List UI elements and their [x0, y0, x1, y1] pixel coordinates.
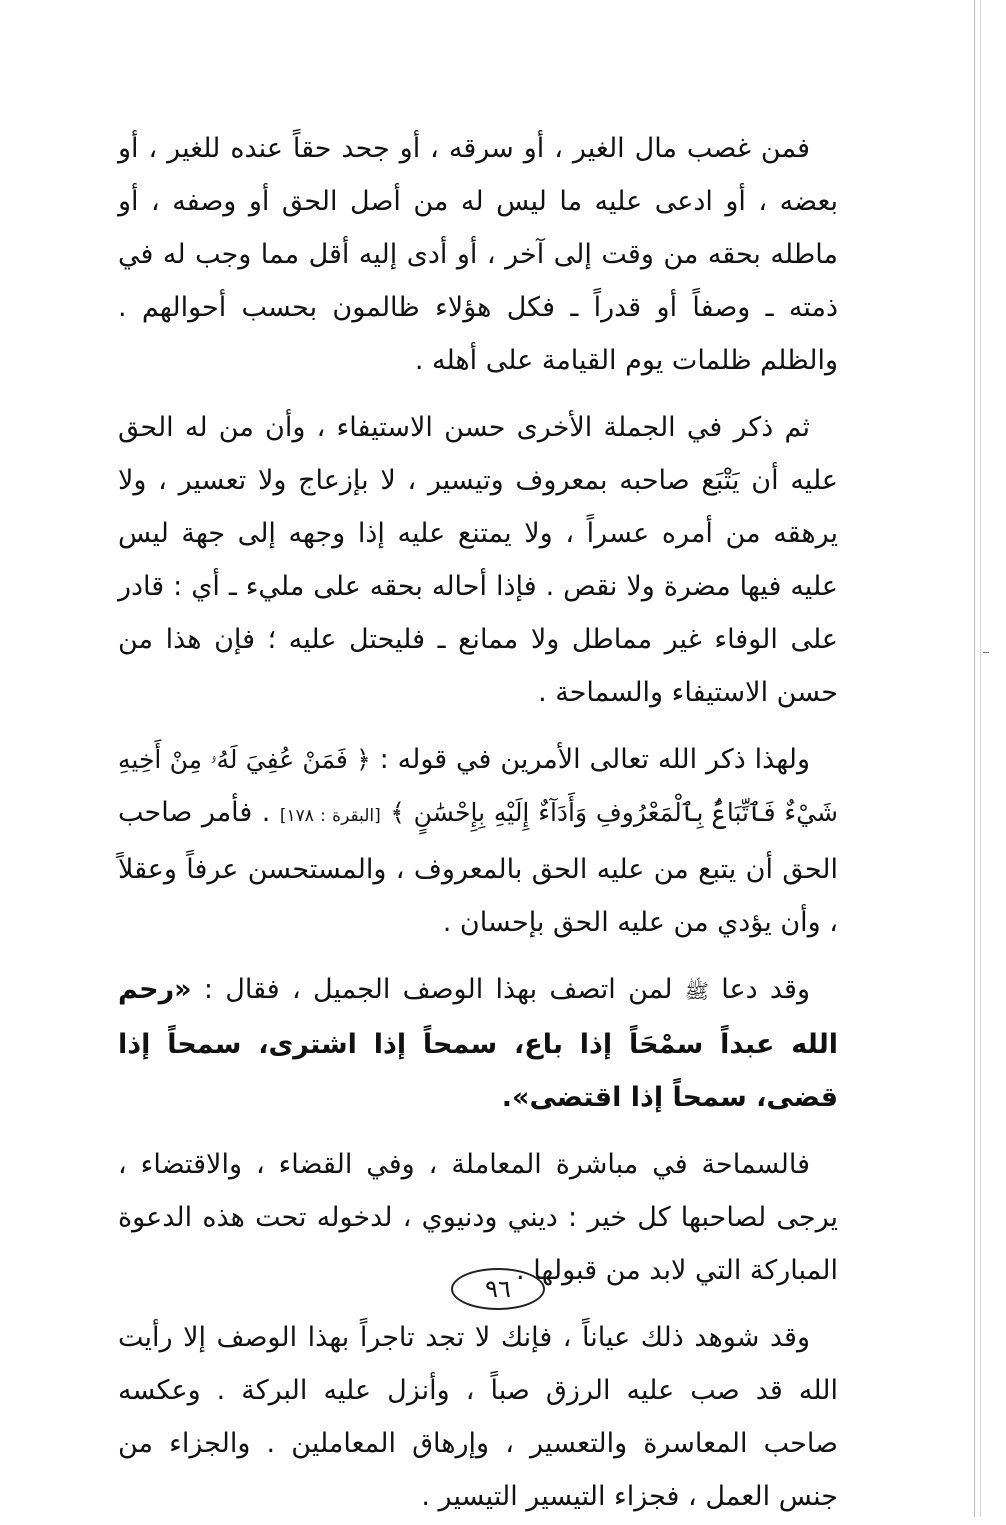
quran-verse: ﴿ فَمَنْ عُفِيَ لَهُۥ مِنْ أَخِيهِ شَيْءٌ فَٱتِّبَاعٌۢ بِٱلْمَعْرُوفِ وَأَدَآءٌ إِلَيْهِ بِإِحْسَٰنٍ ﴾ — [118, 745, 838, 827]
paragraph-5: فالسماحة في مباشرة المعاملة ، وفي القضاء ، والاقتضاء ، يرجى لصاحبها كل خير : ديني ودنيوي ، لدخوله تحت هذه الدعوة المباركة التي لابد من قبولها . — [118, 1149, 838, 1286]
page-number-oval — [451, 1268, 545, 1310]
paragraph-3-intro: ولهذا ذكر الله تعالى الأمرين في قوله : — [379, 744, 810, 775]
paragraph-3 — [118, 733, 838, 949]
page-edge-line — [974, 0, 975, 1517]
paragraph-6: وقد شوهد ذلك عياناً ، فإنك لا تجد تاجراً بهذا الوصف إلا رأيت الله قد صب عليه الرزق صباً ، وأنزل عليه البركة . وعكسه صاحب المعاسرة والتعسير ، وإرهاق المعاملين . والجزاء من جنس العمل ، فجزاء التيسير التيسير . — [118, 1322, 838, 1512]
page-edge-tick — [983, 652, 989, 653]
verse-reference: [البقرة : ١٧٨] — [279, 806, 381, 826]
paragraph-4-text: لمن اتصف بهذا الوصف الجميل ، فقال : — [203, 974, 673, 1005]
paragraph-3-text: . فأمر صاحب الحق أن يتبع من عليه الحق بالمعروف ، والمستحسن عرفاً وعقلاً ، وأن يؤدي من عليه الحق بإحسان . — [118, 797, 838, 938]
hadith-quote: «رحم الله عبداً سمْحَاً إذا باع، سمحاً إذا اشترى، سمحاً إذا قضى، سمحاً إذا اقتضى». — [118, 974, 838, 1113]
paragraph-2: ثم ذكر في الجملة الأخرى حسن الاستيفاء ، وأن من له الحق عليه أن يَتْبَع صاحبه بمعروف وتيسير ، لا بإزعاج ولا تعسير ، ولا يرهقه من أمره عسراً ، ولا يمتنع عليه إذا وجهه إلى جهة ليس عليه فيها مضرة ولا نقص . فإذا أحاله بحقه على مليء ـ أي : قادر على الوفاء غير مماطل ولا ممانع ـ فليحتل عليه ؛ فإن هذا من حسن الاستيفاء والسماحة . — [118, 412, 838, 708]
body-text — [118, 122, 838, 1525]
salawat-symbol: ﷺ — [684, 979, 709, 1003]
paragraph-4 — [118, 963, 838, 1124]
paragraph-1: فمن غصب مال الغير ، أو سرقه ، أو جحد حقاً عنده للغير ، أو بعضه ، أو ادعى عليه ما ليس له من أصل الحق أو وصفه ، أو ماطله بحقه من وقت إلى آخر ، أو أدى إليه أقل مما وجب له في ذمته ـ وصفاً أو قدراً ـ فكل هؤلاء ظالمون بحسب أحوالهم . والظلم ظلمات يوم القيامة على أهله . — [118, 133, 838, 376]
page-number: ٩٦ — [485, 1275, 511, 1303]
page-edge-line-inner — [980, 0, 981, 1517]
paragraph-4-intro: وقد دعا — [721, 974, 810, 1005]
